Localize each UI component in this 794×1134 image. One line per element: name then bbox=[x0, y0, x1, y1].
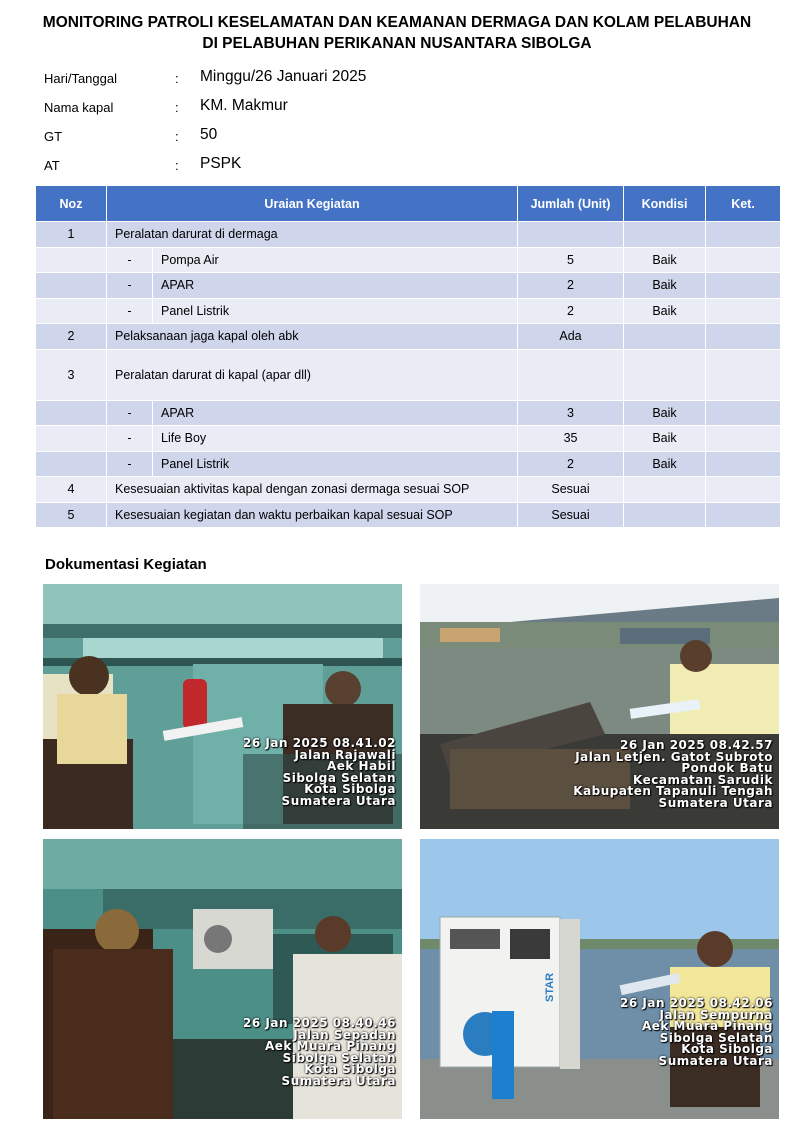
cell-uraian: Kesesuaian aktivitas kapal dengan zonasi dermaga sesuai SOP bbox=[107, 477, 518, 503]
cell-kondisi bbox=[624, 349, 706, 400]
info-label: AT bbox=[44, 158, 60, 173]
info-colon: : bbox=[175, 158, 179, 173]
stamp-line: Aek Muara Pinang bbox=[264, 1039, 396, 1053]
table-row bbox=[36, 298, 781, 324]
table-row bbox=[36, 247, 781, 273]
cell-no bbox=[36, 273, 107, 299]
cell-uraian: Peralatan darurat di dermaga bbox=[107, 222, 518, 248]
cell-uraian: Pelaksanaan jaga kapal oleh abk bbox=[107, 324, 518, 350]
stamp-line: Sumatera Utara bbox=[658, 795, 773, 810]
cell-jumlah: 2 bbox=[518, 298, 624, 324]
cell-ket bbox=[706, 349, 781, 400]
cell-no bbox=[36, 426, 107, 452]
table-row bbox=[36, 222, 781, 248]
cell-no bbox=[36, 400, 107, 426]
cell-ket bbox=[706, 400, 781, 426]
photo-timestamp bbox=[243, 738, 396, 807]
photo-engine-room bbox=[43, 839, 402, 1119]
cell-jumlah: Ada bbox=[518, 324, 624, 350]
cell-dash: - bbox=[107, 451, 153, 477]
cell-ket bbox=[706, 477, 781, 503]
info-colon: : bbox=[175, 129, 179, 144]
cell-jumlah: Sesuai bbox=[518, 477, 624, 503]
cell-item: Panel Listrik bbox=[153, 298, 518, 324]
table-row bbox=[36, 451, 781, 477]
header-kondisi: Kondisi bbox=[624, 186, 706, 222]
cell-jumlah: 2 bbox=[518, 273, 624, 299]
cell-item: Pompa Air bbox=[153, 247, 518, 273]
stamp-line: 26 Jan 2025 08.40.46 bbox=[243, 1016, 396, 1030]
cell-dash: - bbox=[107, 400, 153, 426]
photo-harbor-pump bbox=[420, 584, 779, 829]
cell-no: 5 bbox=[36, 502, 107, 528]
info-value: Minggu/26 Januari 2025 bbox=[200, 68, 367, 85]
cell-jumlah: 5 bbox=[518, 247, 624, 273]
cell-ket bbox=[706, 298, 781, 324]
photo-timestamp bbox=[573, 740, 773, 809]
table-row bbox=[36, 400, 781, 426]
photo-fuel-dispenser bbox=[420, 839, 779, 1119]
cell-ket bbox=[706, 502, 781, 528]
table-row bbox=[36, 349, 781, 400]
cell-item: Life Boy bbox=[153, 426, 518, 452]
cell-jumlah: Sesuai bbox=[518, 502, 624, 528]
cell-ket bbox=[706, 222, 781, 248]
activity-table bbox=[35, 185, 781, 528]
info-label: Nama kapal bbox=[44, 100, 114, 115]
cell-kondisi: Baik bbox=[624, 451, 706, 477]
cell-kondisi bbox=[624, 324, 706, 350]
info-row-date bbox=[44, 68, 444, 90]
stamp-line: Sibolga Selatan bbox=[282, 1050, 396, 1065]
stamp-line: Kota Sibolga bbox=[681, 1042, 773, 1056]
stamp-line: 26 Jan 2025 08.42.57 bbox=[620, 738, 773, 752]
stamp-line: Pondok Batu bbox=[681, 761, 773, 775]
table-header-row bbox=[36, 186, 781, 222]
photo-timestamp bbox=[243, 1018, 396, 1087]
stamp-line: 26 Jan 2025 08.42.06 bbox=[620, 996, 773, 1010]
cell-dash: - bbox=[107, 247, 153, 273]
stamp-line: 26 Jan 2025 08.41.02 bbox=[243, 736, 396, 750]
info-colon: : bbox=[175, 71, 179, 86]
cell-no: 1 bbox=[36, 222, 107, 248]
photo-fuel-dispenser-image bbox=[420, 839, 779, 1119]
cell-ket bbox=[706, 426, 781, 452]
info-colon: : bbox=[175, 100, 179, 115]
cell-kondisi: Baik bbox=[624, 273, 706, 299]
cell-uraian: Kesesuaian kegiatan dan waktu perbaikan kapal sesuai SOP bbox=[107, 502, 518, 528]
cell-kondisi bbox=[624, 477, 706, 503]
cell-no: 2 bbox=[36, 324, 107, 350]
cell-no: 4 bbox=[36, 477, 107, 503]
stamp-line: Sibolga Selatan bbox=[282, 770, 396, 785]
stamp-line: Sibolga Selatan bbox=[659, 1030, 773, 1045]
cell-jumlah: 2 bbox=[518, 451, 624, 477]
cell-dash: - bbox=[107, 426, 153, 452]
header-no: Noz bbox=[36, 186, 107, 222]
document-title bbox=[0, 12, 794, 54]
header-uraian: Uraian Kegiatan bbox=[107, 186, 518, 222]
table-row bbox=[36, 477, 781, 503]
stamp-line: Sumatera Utara bbox=[281, 1073, 396, 1088]
title-line-2: DI PELABUHAN PERIKANAN NUSANTARA SIBOLGA bbox=[202, 35, 592, 52]
cell-kondisi: Baik bbox=[624, 298, 706, 324]
cell-no: 3 bbox=[36, 349, 107, 400]
info-value: KM. Makmur bbox=[200, 97, 288, 114]
cell-item: APAR bbox=[153, 273, 518, 299]
photo-cabin-inspection bbox=[43, 584, 402, 829]
stamp-line: Aek Habil bbox=[326, 759, 396, 773]
info-row-gt bbox=[44, 126, 444, 148]
stamp-line: Kecamatan Sarudik bbox=[633, 772, 773, 787]
cell-item: APAR bbox=[153, 400, 518, 426]
info-row-ship-name bbox=[44, 97, 444, 119]
info-value: PSPK bbox=[200, 155, 242, 172]
header-jumlah: Jumlah (Unit) bbox=[518, 186, 624, 222]
table-row bbox=[36, 324, 781, 350]
cell-kondisi: Baik bbox=[624, 400, 706, 426]
table-row bbox=[36, 426, 781, 452]
cell-no bbox=[36, 298, 107, 324]
cell-jumlah bbox=[518, 222, 624, 248]
cell-jumlah: 3 bbox=[518, 400, 624, 426]
documentation-heading: Dokumentasi Kegiatan bbox=[45, 556, 207, 573]
cell-ket bbox=[706, 247, 781, 273]
title-line-1: MONITORING PATROLI KESELAMATAN DAN KEAMANAN DERMAGA DAN KOLAM PELABUHAN bbox=[42, 14, 752, 31]
cell-ket bbox=[706, 324, 781, 350]
cell-no bbox=[36, 451, 107, 477]
cell-ket bbox=[706, 451, 781, 477]
info-row-at bbox=[44, 155, 444, 177]
cell-kondisi: Baik bbox=[624, 247, 706, 273]
stamp-line: Kota Sibolga bbox=[304, 1062, 396, 1076]
cell-jumlah bbox=[518, 349, 624, 400]
stamp-line: Sumatera Utara bbox=[281, 793, 396, 808]
header-ket: Ket. bbox=[706, 186, 781, 222]
stamp-line: Aek Muara Pinang bbox=[641, 1019, 773, 1033]
star-sign-text: STAR bbox=[544, 972, 556, 1002]
cell-no bbox=[36, 247, 107, 273]
table-row bbox=[36, 502, 781, 528]
info-label: Hari/Tanggal bbox=[44, 71, 117, 86]
cell-jumlah: 35 bbox=[518, 426, 624, 452]
cell-kondisi bbox=[624, 222, 706, 248]
stamp-line: Kabupaten Tapanuli Tengah bbox=[573, 784, 773, 798]
cell-ket bbox=[706, 273, 781, 299]
photo-timestamp bbox=[620, 998, 773, 1067]
cell-kondisi: Baik bbox=[624, 426, 706, 452]
stamp-line: Jalan Letjen. Gatot Subroto bbox=[575, 749, 773, 764]
info-value: 50 bbox=[200, 126, 218, 143]
stamp-line: Sumatera Utara bbox=[658, 1053, 773, 1068]
table-row bbox=[36, 273, 781, 299]
cell-dash: - bbox=[107, 273, 153, 299]
cell-dash: - bbox=[107, 298, 153, 324]
info-label: GT bbox=[44, 129, 63, 144]
stamp-line: Kota Sibolga bbox=[304, 782, 396, 796]
stamp-line: Jalan Rajawali bbox=[294, 747, 396, 762]
cell-item: Panel Listrik bbox=[153, 451, 518, 477]
cell-kondisi bbox=[624, 502, 706, 528]
stamp-line: Jalan Sempurna bbox=[659, 1007, 773, 1022]
cell-uraian: Peralatan darurat di kapal (apar dll) bbox=[107, 349, 518, 400]
stamp-line: Jalan Sepadan bbox=[293, 1027, 396, 1042]
